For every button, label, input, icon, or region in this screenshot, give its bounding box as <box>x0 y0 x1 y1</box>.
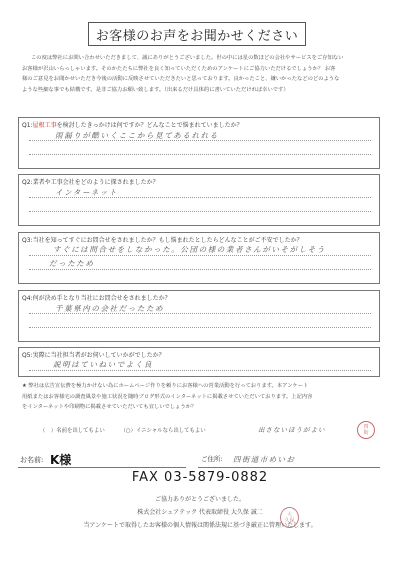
publication-notes <box>22 381 382 413</box>
question-3-box <box>18 232 380 284</box>
option-mark: （ ） <box>40 428 57 434</box>
question-text: 実際に当社担当者がお伺いしていかがでしたか？ <box>32 352 165 359</box>
question-text: 業者や工事会社をどのように探されましたか？ <box>32 179 159 186</box>
answer-line <box>29 211 371 212</box>
answer-line <box>29 327 371 328</box>
question-number: Q1: <box>22 122 33 129</box>
question-number: Q2: <box>22 179 33 186</box>
privacy-text: 当アンケートで取得したお客様の個人情報は関係法規に基づき厳正に管理いたします。 <box>83 522 317 529</box>
option-initial-ok[interactable] <box>120 426 205 434</box>
notes-line: 用紙またはお客様宅の調査風景や施工状況を随時ブログ形式のインターネットに掲載させていただいております。上記内容 <box>22 393 313 400</box>
option-handwritten-note: 出さないほうがよい <box>258 426 326 434</box>
question-3-answer-line-1: すぐには問合せをしなかった。公団の様の業者さんがいそがしそう <box>53 245 326 254</box>
seal-stamp-small: 四 街 <box>357 421 375 439</box>
intro-line: 様のご意見をお聞かせいただき今後の活動に反映させていただきたいと思っております。良かったこと、嫌いかったなどのどのような <box>22 76 340 83</box>
name-label: お名前: <box>20 456 44 464</box>
answer-line <box>29 140 371 141</box>
question-4-box <box>18 290 380 342</box>
address-label: ご住所: <box>201 455 223 463</box>
question-1-answer: 雨漏りが酷いくここから見てあるれれる <box>55 131 219 140</box>
question-text: を検討したきっかけは何ですか？どんなことで悩まれていましたか？ <box>56 122 243 129</box>
option-name-ok[interactable] <box>40 426 105 434</box>
question-3-answer-line-2: だったため <box>49 259 95 268</box>
notes-line: ★ 弊社は広告宣伝費を極力かけない為にホームページ作りを頼りにお客様への営業活動を行っております。本アンケート <box>22 383 309 389</box>
question-number: Q5: <box>22 352 33 359</box>
question-2-box <box>18 174 380 226</box>
seal-stamp-company: 大 久保 <box>280 507 299 528</box>
question-number: Q3: <box>22 237 33 244</box>
answer-line <box>29 197 371 198</box>
question-number: Q4: <box>22 295 33 302</box>
answer-line <box>29 370 371 371</box>
intro-line: ような些細な事でも結構です。是非ご協力お願い致します。（出来るだけ具体的に書いていただければ幸いです） <box>22 86 289 93</box>
thanks-text: ご協力ありがとうございました。 <box>154 496 245 503</box>
publication-options <box>40 426 220 434</box>
customer-info-row <box>18 450 380 468</box>
page-title: お客様のお声をお聞かせください <box>88 22 306 46</box>
question-5-answer: 説明はていねいでよく良 <box>53 360 154 369</box>
question-2-answer: インターネット <box>55 188 119 197</box>
intro-line: お客様が沢山いらっしゃいます。そのかたたちに弊社を良く知っていただくためのアンケートにご協力いただけるでしょうか？ お客 <box>22 65 336 72</box>
option-label: 名前を出してもよい <box>56 428 105 434</box>
question-4-answer: 千葉県内の会社だったため <box>55 304 165 313</box>
answer-line <box>29 269 371 270</box>
question-3-label <box>22 235 303 244</box>
option-label: イニシャルなら出してもよい <box>135 428 206 434</box>
question-text: 何が決め手となり当社にお問合せをされましたか？ <box>32 295 171 302</box>
answer-line <box>29 313 371 314</box>
intro-line: この度は弊社にお問い合わせいただきまして、誠にありがとうございました。世の中には星の数ほどの会社やサービスをご存知ない <box>31 55 344 61</box>
question-2-label <box>22 177 159 186</box>
company-text: 株式会社シェアテック 代表取締役 大久保 誠二 <box>137 509 263 516</box>
option-mark: （○） <box>120 428 136 434</box>
name-value: K様 <box>50 453 72 467</box>
question-5-box <box>18 347 380 377</box>
question-text: 当社を知ってすぐにお問合せをされましたか？もし悩まれたとしたらどんなことがご不安でしたか？ <box>32 237 303 244</box>
question-highlight: 屋根工事 <box>32 122 57 129</box>
answer-line <box>29 154 371 155</box>
name-underline <box>18 467 186 468</box>
answer-line <box>29 255 371 256</box>
address-underline <box>198 467 380 468</box>
question-1-box <box>18 117 380 169</box>
question-1-label <box>22 120 243 129</box>
question-4-label <box>22 293 171 302</box>
fax-number: FAX 03-5879-0882 <box>131 470 269 485</box>
notes-line: をインターネットや印刷物に掲載させていただいても宜しいでしょうか？ <box>22 404 197 410</box>
intro-text <box>22 53 382 95</box>
address-value: 四街道市めいお <box>233 455 296 464</box>
question-5-label <box>22 350 165 359</box>
